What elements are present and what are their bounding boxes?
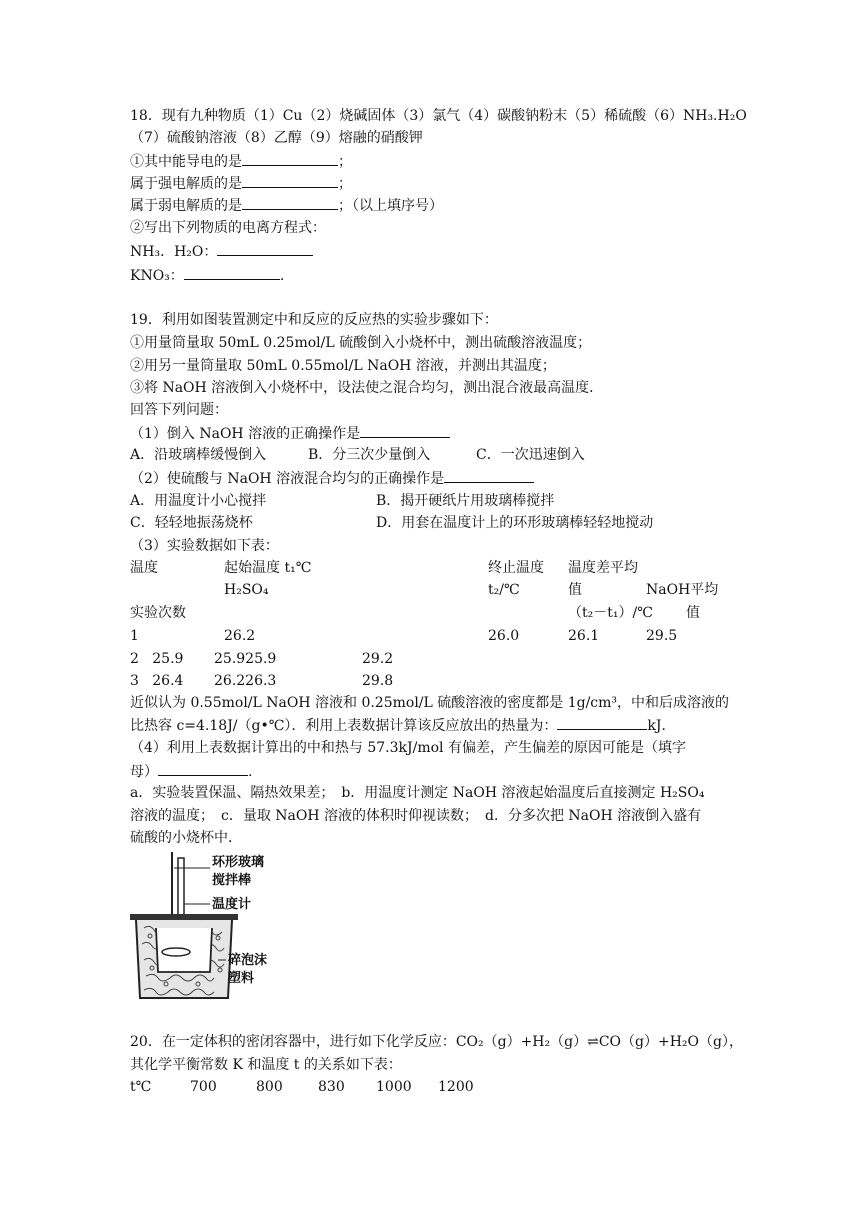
q19-sub-3: （3）实验数据如下表：: [130, 538, 279, 554]
q19-line-23: 硫酸的小烧杯中．: [130, 830, 242, 846]
answer-blank[interactable]: [444, 469, 534, 483]
answer-blank[interactable]: [557, 716, 647, 730]
q19-opt2-d: D．用套在温度计上的环形玻璃棒轻轻地搅动: [376, 515, 654, 531]
table-header-count: 实验次数: [130, 605, 186, 621]
q19-opt2-a: A．用温度计小心搅拌: [130, 493, 267, 509]
q19-line-20: 母） .: [130, 764, 253, 780]
table-header-h2so4: H₂SO₄: [224, 582, 269, 598]
q19-step-3: ③将 NaOH 溶液倒入小烧杯中，设法使之混合均匀，测出混合液最高温度．: [130, 380, 604, 396]
q19-opt1-c: C．一次迅速倒入: [476, 447, 585, 463]
answer-blank[interactable]: [217, 242, 313, 256]
answer-blank[interactable]: [242, 152, 338, 166]
table-row-3-end: 29.8: [362, 673, 394, 689]
table-header-start: 起始温度 t₁℃: [224, 560, 312, 576]
label-foam-2: 塑料: [228, 971, 255, 986]
q19-opt2-b: B．揭开硬纸片用玻璃棒搅拌: [376, 493, 555, 509]
table-row-2-mid: 25.925.9: [214, 651, 277, 667]
q20-temp-800: 800: [256, 1079, 283, 1095]
label-stirrer-1: 环形玻璃: [212, 855, 265, 870]
table-row-1-end: 29.5: [646, 628, 678, 644]
table-row-2-end: 29.2: [362, 651, 394, 667]
q19-opt2-c: C．轻轻地振荡烧杯: [130, 515, 253, 531]
q19-line-21: a．实验装置保温、隔热效果差； b．用温度计测定 NaOH 溶液起始温度后直接测定 H₂SO₄: [130, 785, 705, 801]
answer-blank[interactable]: [360, 424, 450, 438]
table-header-naoh: NaOH平均: [646, 582, 719, 598]
q18-line-5: 属于弱电解质的是 ；（以上填序号）: [130, 198, 443, 214]
table-header-diff-2: 值: [568, 582, 582, 598]
apparatus-figure: [126, 848, 286, 1004]
q19-line-22: 溶液的温度； c．量取 NaOH 溶液的体积时仰视读数； d．分多次把 NaOH 溶液倒入盛有: [130, 808, 702, 824]
q19-line-5: 回答下列问题：: [130, 402, 228, 418]
q20-temp-830: 830: [318, 1079, 345, 1095]
q19-sub-1: （1）倒入 NaOH 溶液的正确操作是: [130, 424, 450, 443]
q18-line-6: ②写出下列物质的电离方程式：: [130, 220, 326, 236]
q19-step-1: ①用量筒量取 50mL 0.25mol/L 硫酸倒入小烧杯中，测出硫酸溶液温度；: [130, 335, 592, 351]
q19-line-17: 近似认为 0.55mol/L NaOH 溶液和 0.25mol/L 硫酸溶液的密度都是 1g/cm³，中和后成溶液的: [130, 695, 730, 711]
q20-line-2: 其化学平衡常数 K 和温度 t 的关系如下表：: [130, 1057, 402, 1073]
q19-line-1: 19．利用如图装置测定中和反应的反应热的实验步骤如下：: [130, 312, 498, 328]
q20-temp-1000: 1000: [376, 1079, 412, 1095]
label-thermometer: 温度计: [212, 897, 252, 912]
q18-line-8: KNO₃： .: [130, 268, 285, 284]
table-row-2-start: 2 25.9: [130, 651, 184, 667]
answer-blank[interactable]: [184, 266, 280, 280]
q19-sub-4: （4）利用上表数据计算出的中和热与 57.3kJ/mol 有偏差，产生偏差的原因可能是（填字: [130, 740, 686, 756]
q18-line-4: 属于强电解质的是 ；: [130, 176, 352, 192]
q18-line-7: NH₃．H₂O：: [130, 242, 313, 261]
q19-opt1-a: A．沿玻璃棒缓慢倒入: [130, 447, 267, 463]
table-header-end-unit: t₂/℃: [488, 582, 520, 598]
table-row-1-avg: 26.1: [568, 628, 600, 644]
table-header-naoh-2: 值: [686, 605, 700, 621]
q20-temp-1200: 1200: [438, 1079, 474, 1095]
q19-sub-2: （2）使硫酸与 NaOH 溶液混合均匀的正确操作是: [130, 469, 534, 488]
q19-step-2: ②用另一量筒量取 50mL 0.55mol/L NaOH 溶液，并测出其温度；: [130, 358, 556, 374]
answer-blank[interactable]: [242, 174, 338, 188]
table-row-3-mid: 26.226.3: [214, 673, 277, 689]
q18-conductive-label: ①其中能导电的是: [130, 154, 242, 170]
table-header-diff: 温度差平均: [568, 560, 638, 576]
label-foam-1: 碎泡沫: [228, 953, 268, 968]
table-header-temp: 温度: [130, 560, 158, 576]
answer-blank[interactable]: [158, 762, 248, 776]
table-row-1-num: 1: [130, 628, 139, 644]
q20-table-label: t℃: [130, 1079, 152, 1095]
table-row-3-start: 3 26.4: [130, 673, 184, 689]
cardboard-lid: [130, 914, 238, 920]
answer-blank[interactable]: [242, 196, 338, 210]
q20-line-1: 20．在一定体积的密闭容器中，进行如下化学反应：CO₂（g）+H₂（g）⇌CO（g）+H₂O（g），: [130, 1034, 743, 1050]
table-header-diff-3: （t₂－t₁）/℃: [568, 605, 653, 621]
table-row-1-naoh: 26.0: [488, 628, 520, 644]
q18-line-2: （7）硫酸钠溶液（8）乙醇（9）熔融的硝酸钾: [130, 130, 423, 146]
q20-temp-700: 700: [190, 1079, 217, 1095]
q19-line-18: 比热容 c=4.18J/（g•℃）．利用上表数据计算该反应放出的热量为： kJ．: [130, 718, 676, 734]
q19-opt1-b: B．分三次少量倒入: [308, 447, 431, 463]
table-header-end: 终止温度: [488, 560, 544, 576]
q18-line-1: 18．现有九种物质（1）Cu（2）烧碱固体（3）氯气（4）碳酸钠粉末（5）稀硫酸（6）NH₃.H₂O: [130, 108, 747, 124]
q18-line-3: ①其中能导电的是 ；: [130, 154, 352, 170]
label-stirrer-2: 搅拌棒: [212, 873, 252, 888]
table-row-1-h2so4: 26.2: [224, 628, 256, 644]
